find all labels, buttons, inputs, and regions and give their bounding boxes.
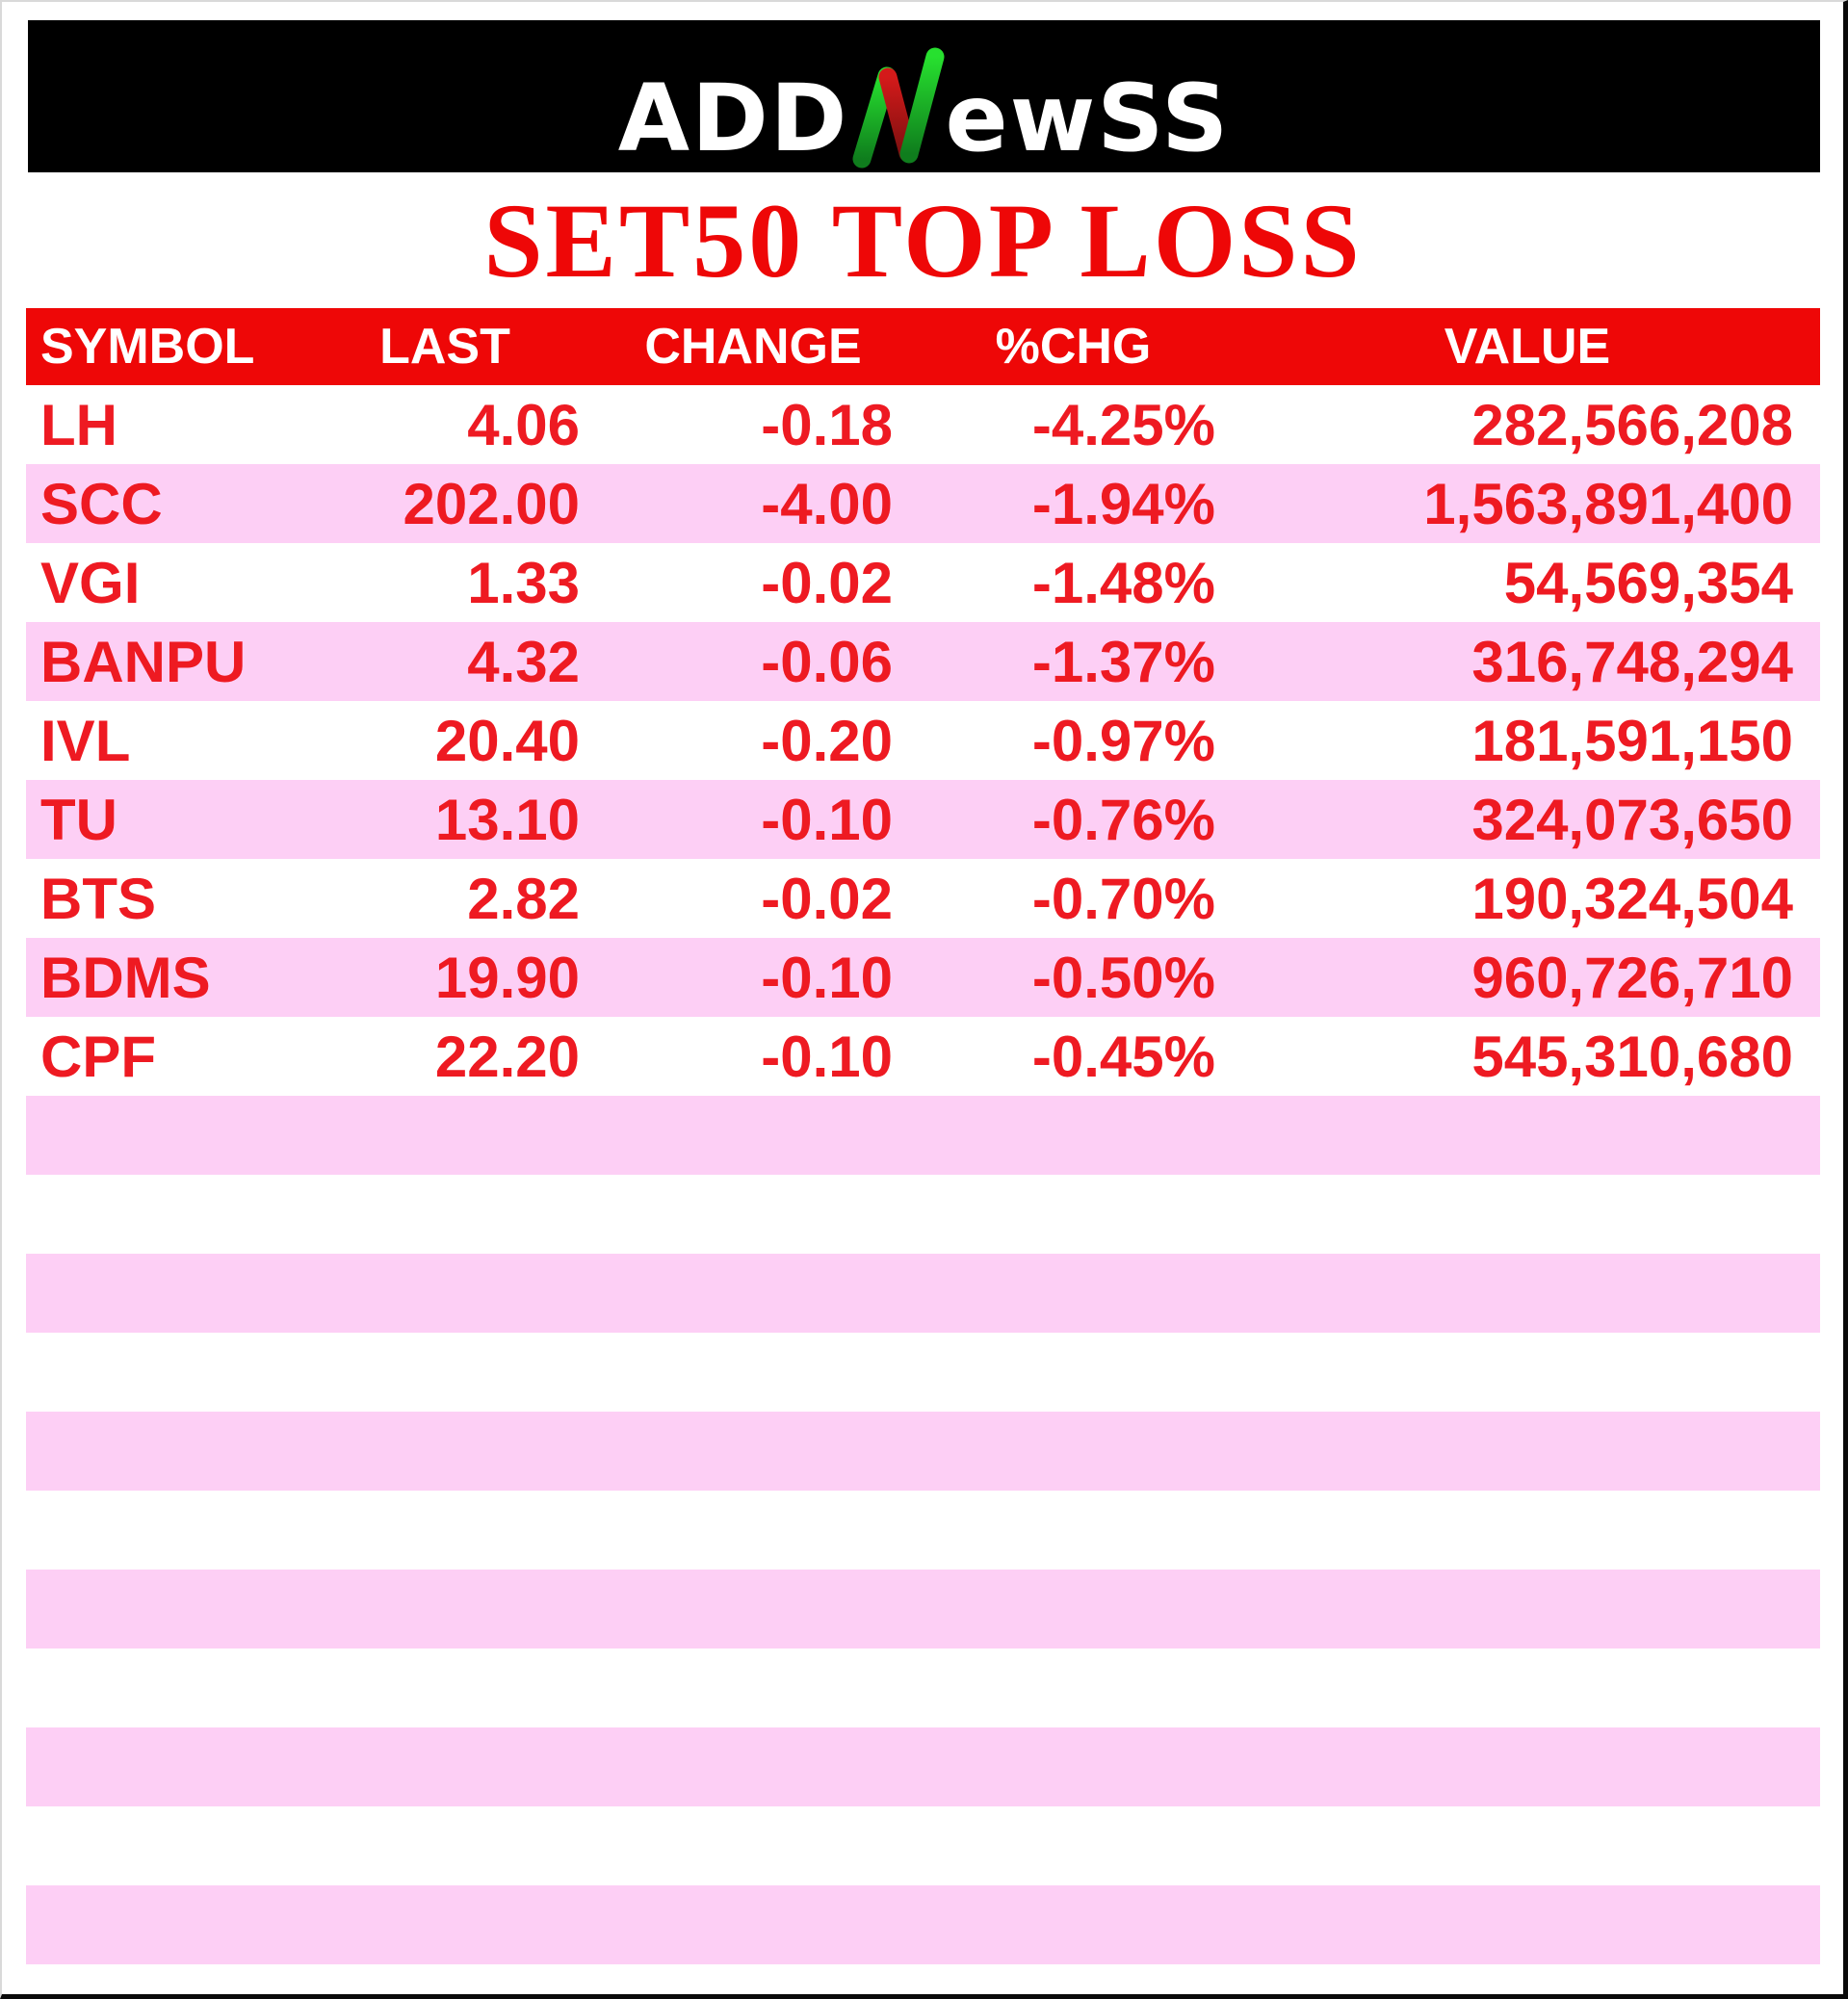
logo-text-prefix: ADD bbox=[617, 64, 849, 172]
pctchg-cell: -0.97% bbox=[1031, 708, 1215, 773]
empty-row bbox=[26, 1096, 1820, 1175]
header-pctchg: %CHG bbox=[995, 319, 1152, 375]
last-cell: 22.20 bbox=[434, 1024, 580, 1089]
page-title: SET50 TOP LOSS bbox=[483, 181, 1363, 299]
table-row bbox=[26, 385, 1820, 464]
last-cell: 13.10 bbox=[434, 787, 580, 852]
table-row bbox=[26, 1017, 1820, 1096]
symbol-cell: LH bbox=[40, 392, 117, 457]
table-header-row bbox=[26, 308, 1820, 385]
change-cell: -0.02 bbox=[761, 550, 893, 615]
symbol-cell: BANPU bbox=[40, 629, 247, 694]
pctchg-cell: -4.25% bbox=[1031, 392, 1215, 457]
empty-row bbox=[26, 1175, 1820, 1254]
header-last: LAST bbox=[379, 319, 510, 375]
table-row bbox=[26, 859, 1820, 938]
value-cell: 282,566,208 bbox=[1471, 392, 1793, 457]
empty-row bbox=[26, 1964, 1820, 1999]
change-cell: -0.10 bbox=[761, 945, 893, 1010]
empty-row bbox=[26, 1806, 1820, 1885]
header-change: CHANGE bbox=[644, 319, 862, 375]
header-value: VALUE bbox=[1444, 319, 1611, 375]
empty-row bbox=[26, 1649, 1820, 1727]
symbol-cell: VGI bbox=[40, 550, 141, 615]
change-cell: -0.02 bbox=[761, 866, 893, 931]
pctchg-cell: -1.94% bbox=[1031, 471, 1215, 536]
change-cell: -0.06 bbox=[761, 629, 893, 694]
last-cell: 202.00 bbox=[403, 471, 580, 536]
value-cell: 545,310,680 bbox=[1471, 1024, 1793, 1089]
value-cell: 54,569,354 bbox=[1503, 550, 1793, 615]
header-symbol: SYMBOL bbox=[40, 319, 255, 375]
empty-row bbox=[26, 1412, 1820, 1491]
symbol-cell: TU bbox=[40, 787, 117, 852]
change-cell: -0.20 bbox=[761, 708, 893, 773]
value-cell: 960,726,710 bbox=[1471, 945, 1793, 1010]
value-cell: 324,073,650 bbox=[1471, 787, 1793, 852]
last-cell: 2.82 bbox=[467, 866, 580, 931]
table-row bbox=[26, 780, 1820, 859]
change-cell: -0.18 bbox=[761, 392, 893, 457]
table-row bbox=[26, 543, 1820, 622]
value-cell: 1,563,891,400 bbox=[1423, 471, 1793, 536]
logo-bar bbox=[28, 20, 1820, 172]
pctchg-cell: -1.48% bbox=[1031, 550, 1215, 615]
pctchg-cell: -0.70% bbox=[1031, 866, 1215, 931]
empty-row bbox=[26, 1254, 1820, 1333]
pctchg-cell: -1.37% bbox=[1031, 629, 1215, 694]
last-cell: 4.32 bbox=[467, 629, 580, 694]
empty-row bbox=[26, 1727, 1820, 1806]
last-cell: 19.90 bbox=[434, 945, 580, 1010]
logo-text-suffix: ewSS bbox=[945, 64, 1231, 172]
table-body bbox=[26, 385, 1820, 1999]
pctchg-cell: -0.45% bbox=[1031, 1024, 1215, 1089]
symbol-cell: BTS bbox=[40, 866, 156, 931]
table-row bbox=[26, 464, 1820, 543]
pctchg-cell: -0.76% bbox=[1031, 787, 1215, 852]
empty-row bbox=[26, 1885, 1820, 1964]
change-cell: -0.10 bbox=[761, 787, 893, 852]
change-cell: -0.10 bbox=[761, 1024, 893, 1089]
symbol-cell: CPF bbox=[40, 1024, 156, 1089]
addnewss-logo bbox=[617, 30, 1231, 172]
symbol-cell: SCC bbox=[40, 471, 163, 536]
table-row bbox=[26, 938, 1820, 1017]
table-row bbox=[26, 701, 1820, 780]
value-cell: 316,748,294 bbox=[1471, 629, 1793, 694]
pctchg-cell: -0.50% bbox=[1031, 945, 1215, 1010]
top-loss-table bbox=[26, 308, 1820, 1999]
symbol-cell: BDMS bbox=[40, 945, 211, 1010]
last-cell: 4.06 bbox=[467, 392, 580, 457]
table-row bbox=[26, 622, 1820, 701]
last-cell: 20.40 bbox=[434, 708, 580, 773]
logo-n-icon bbox=[850, 45, 947, 178]
empty-row bbox=[26, 1491, 1820, 1570]
symbol-cell: IVL bbox=[40, 708, 131, 773]
last-cell: 1.33 bbox=[467, 550, 580, 615]
value-cell: 190,324,504 bbox=[1471, 866, 1793, 931]
value-cell: 181,591,150 bbox=[1471, 708, 1793, 773]
empty-row bbox=[26, 1570, 1820, 1649]
change-cell: -4.00 bbox=[761, 471, 893, 536]
empty-row bbox=[26, 1333, 1820, 1412]
